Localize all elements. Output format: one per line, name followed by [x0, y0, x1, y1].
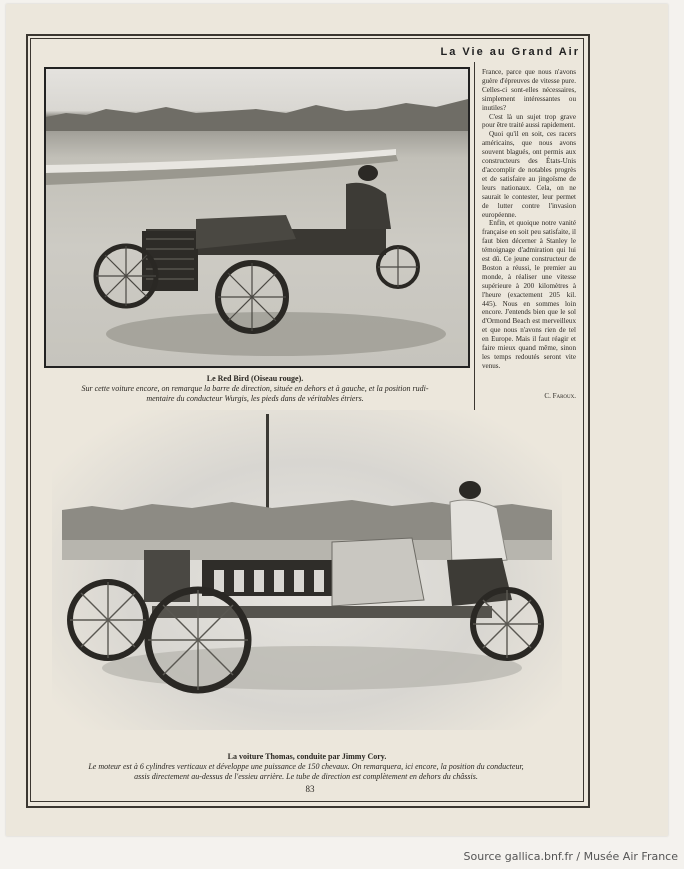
photo1-caption-line1: Sur cette voiture encore, on remarque la barre de direction, située en dehors et à gauche, et la position rudi- — [81, 384, 429, 393]
article-paragraph: C'est là un sujet trop grave pour être traité aussi rapidement. — [482, 112, 576, 130]
photo2-caption-line2: assis directement au-dessus de l'essieu arrière. Le tube de direction est complètement en dehors du châssis. — [134, 772, 478, 781]
article-column — [482, 68, 576, 371]
photo2-caption-title: La voiture Thomas, conduite par Jimmy Cory. — [227, 752, 387, 761]
article-paragraph: France, parce que nous n'avons guère d'épreuves de vitesse pure. Celles-ci sont-elles nécessaires, simplement intéressantes ou inutiles? — [482, 68, 576, 112]
photo1-caption-title: Le Red Bird (Oiseau rouge). — [206, 374, 304, 383]
source-credit: Source gallica.bnf.fr / Musée Air France — [463, 850, 678, 863]
article-paragraph: Enfin, et quoique notre vanité française en soit peu satisfaite, il faut bien décerner à Stanley le témoignage d'admiration qui lui est dû. Ce jeune constructeur de Boston a réussi, le premier au monde, à réaliser une vitesse supérieure à 200 kilomètres à l'heure (exactement 205 kil. 445). Nous en sommes loin encore. J'entends bien que le sol d'Ormond Beach est merveilleux et que nous n'avons rien de tel en Europe. Mais il faut réagir et faire mieux quand même, sinon les temps redoutés seront vite venus. — [482, 219, 576, 370]
article-paragraph: Quoi qu'il en soit, ces racers américains, que nous avons souvent blagués, ont permis aux constructeurs des États-Unis d'accomplir de notables progrès et de satisfaire au jingoïsme de leurs nationaux. Cela, on ne saurait le contester, leur permet de lutter contre l'invasion européenne. — [482, 130, 576, 219]
photo1-caption-line2: mentaire du conducteur Wurgis, les pieds dans de véritables étriers. — [146, 394, 364, 403]
article-signature: C. Faroux. — [544, 392, 576, 400]
running-header: La Vie au Grand Air — [440, 46, 580, 58]
column-divider — [474, 62, 475, 412]
photo2-caption-line1: Le moteur est à 6 cylindres verticaux et développe une puissance de 150 chevaux. On remarquera, ici encore, la position du conducteur, — [88, 762, 524, 771]
page-number: 83 — [305, 784, 315, 794]
photo-red-bird — [44, 67, 470, 368]
photo-thomas-car — [52, 410, 562, 730]
